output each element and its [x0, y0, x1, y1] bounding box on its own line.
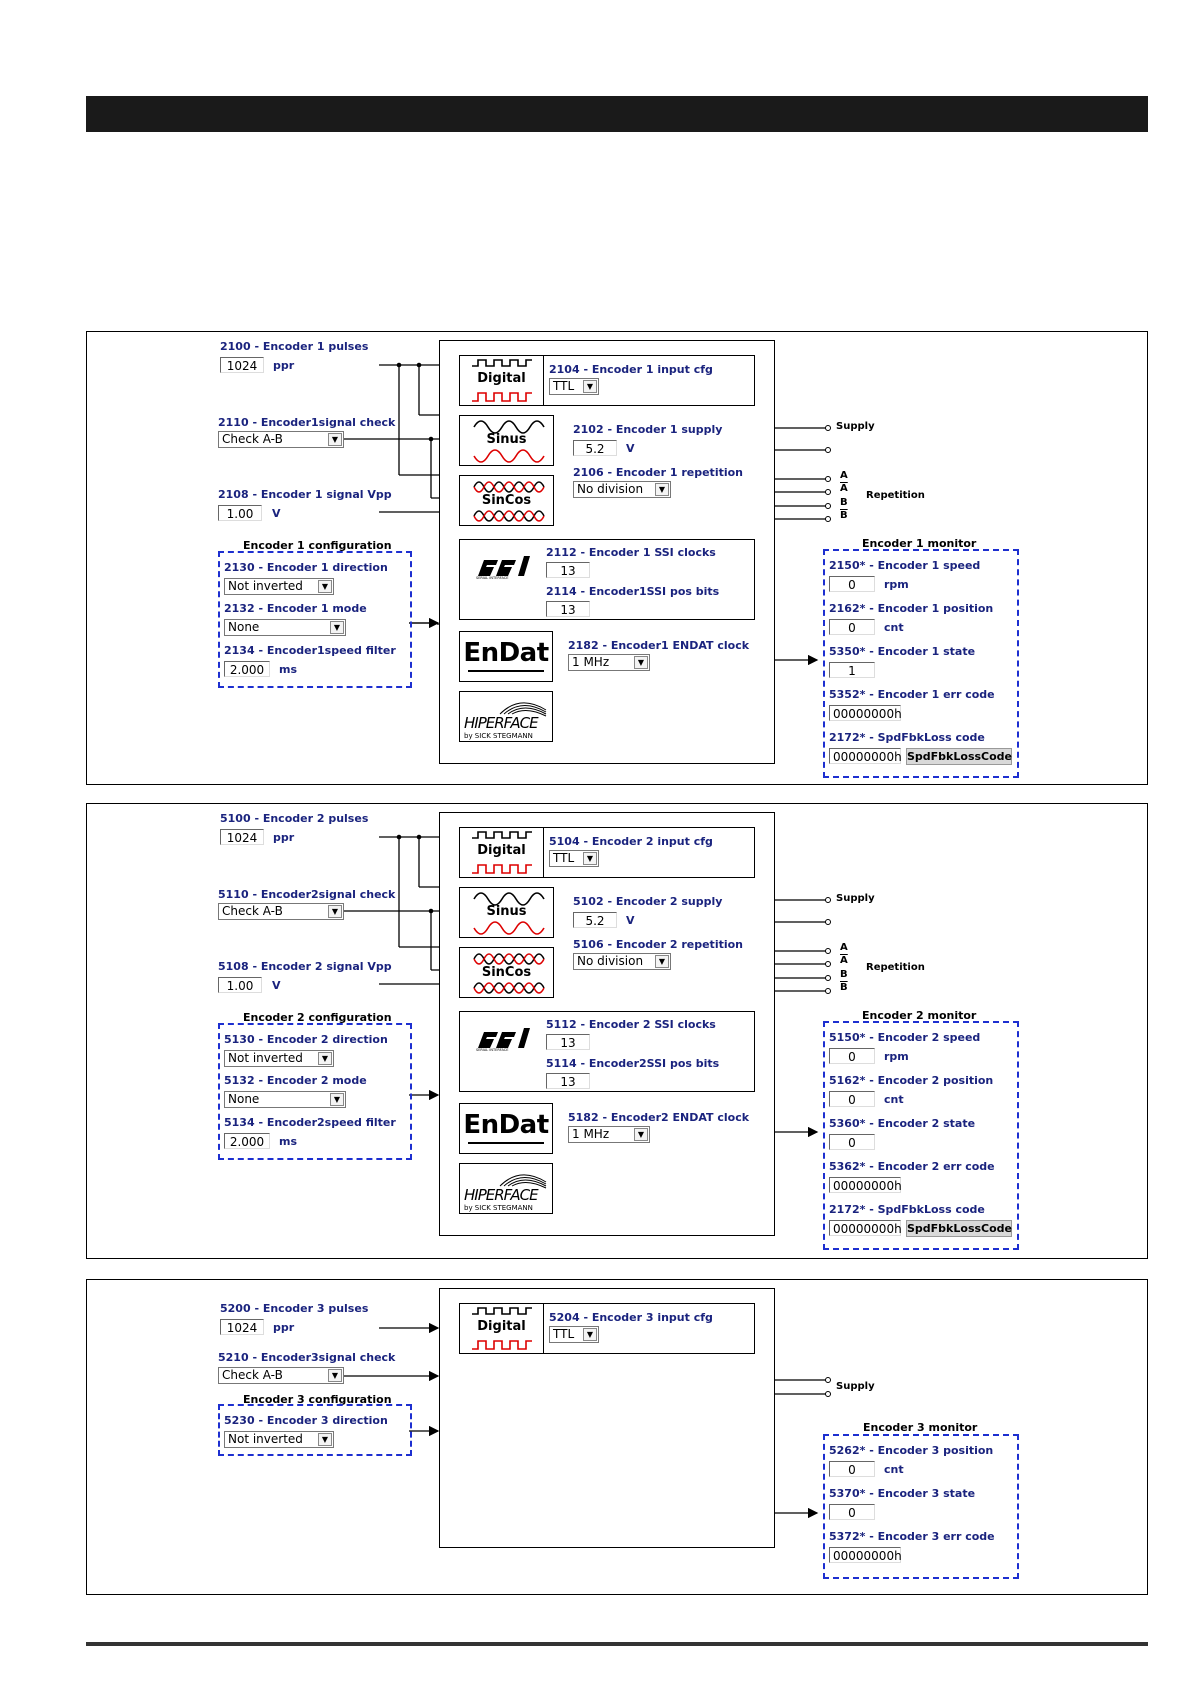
- err-code-value: 00000000h: [829, 1177, 901, 1193]
- endat-clock-value: 1 MHz: [572, 655, 610, 669]
- config-group: [218, 1023, 412, 1160]
- ssi-pos-bits-label: 2114 - Encoder1SSI pos bits: [546, 585, 720, 598]
- monitor-title: Encoder 2 monitor: [862, 1009, 977, 1022]
- signal-vpp-label: 2108 - Encoder 1 signal Vpp: [218, 488, 392, 501]
- pulses-input[interactable]: 1024: [220, 357, 264, 373]
- digital-icon: [459, 1303, 544, 1354]
- monitor-group: [823, 1021, 1019, 1250]
- position-label: 5262* - Encoder 3 position: [829, 1444, 994, 1457]
- ssi-section: [459, 1011, 755, 1092]
- err-code-label: 5352* - Encoder 1 err code: [829, 688, 995, 701]
- speed-filter-label: 2134 - Encoder1speed filter: [224, 644, 396, 657]
- sincos-icon: [459, 475, 554, 526]
- endat-clock-value: 1 MHz: [572, 1127, 610, 1141]
- terminal-b: B: [840, 497, 848, 508]
- ssi-logo-icon: [474, 552, 534, 580]
- endat-underline: [468, 1142, 544, 1144]
- position-unit: cnt: [884, 1463, 904, 1476]
- sinus-icon: [459, 887, 554, 938]
- repetition-value: No division: [577, 482, 644, 496]
- repetition-output: Repetition: [866, 962, 925, 973]
- chevron-down-icon: ▼: [634, 656, 648, 669]
- speed-filter-input[interactable]: 2.000: [224, 661, 270, 677]
- signal-check-label: 5110 - Encoder2signal check: [218, 888, 396, 901]
- pulses-input[interactable]: 1024: [220, 1319, 264, 1335]
- spd-fbk-loss-code-button[interactable]: SpdFbkLossCode: [907, 1222, 1012, 1235]
- endat-icon: [459, 631, 553, 682]
- hiperface-text: HIPERFACE: [464, 714, 538, 732]
- encoder-interface-box: [439, 340, 775, 764]
- speed-value: 0: [829, 576, 875, 592]
- direction-select[interactable]: [224, 1050, 334, 1067]
- header-bar: [86, 96, 1148, 132]
- state-value: 1: [829, 662, 875, 678]
- pulses-unit: ppr: [273, 359, 295, 372]
- state-label: 5370* - Encoder 3 state: [829, 1487, 976, 1500]
- repetition-select[interactable]: [573, 481, 671, 498]
- input-cfg-label: 2104 - Encoder 1 input cfg: [549, 363, 713, 376]
- chevron-down-icon: ▼: [328, 1369, 342, 1382]
- encoder-interface-box: [439, 1288, 775, 1548]
- hiperface-icon: [459, 691, 553, 742]
- hiperface-icon: [459, 1163, 553, 1214]
- chevron-down-icon: ▼: [328, 433, 342, 446]
- signal-check-value: Check A-B: [222, 904, 283, 918]
- signal-check-select[interactable]: [218, 1367, 344, 1384]
- terminal-a: A: [840, 942, 848, 953]
- input-cfg-value: TTL: [553, 851, 575, 865]
- position-value: 0: [829, 619, 875, 635]
- err-code-value: 00000000h: [829, 705, 901, 721]
- position-unit: cnt: [884, 621, 904, 634]
- pulses-unit: ppr: [273, 831, 295, 844]
- signal-check-label: 2110 - Encoder1signal check: [218, 416, 396, 429]
- endat-text: EnDat: [463, 638, 549, 668]
- signal-check-value: Check A-B: [222, 1368, 283, 1382]
- ssi-pos-bits-input[interactable]: 13: [546, 601, 590, 617]
- input-cfg-select[interactable]: [549, 378, 599, 395]
- supply-input[interactable]: 5.2: [573, 912, 617, 928]
- repetition-select[interactable]: [573, 953, 671, 970]
- state-value: 0: [829, 1134, 875, 1150]
- config-title: Encoder 2 configuration: [243, 1011, 392, 1024]
- position-value: 0: [829, 1091, 875, 1107]
- config-title: Encoder 1 configuration: [243, 539, 392, 552]
- sincos-icon: [459, 947, 554, 998]
- encoder-1-panel: [86, 331, 1148, 785]
- endat-icon: [459, 1103, 553, 1154]
- speed-filter-unit: ms: [279, 1135, 298, 1148]
- pulses-label: 5100 - Encoder 2 pulses: [220, 812, 369, 825]
- svg-text:SERIAL INTERFACE: SERIAL INTERFACE: [476, 576, 509, 580]
- ssi-section: [459, 539, 755, 620]
- ssi-clocks-input[interactable]: 13: [546, 562, 590, 578]
- input-cfg-select[interactable]: [549, 1326, 599, 1343]
- speed-filter-unit: ms: [279, 663, 298, 676]
- ssi-clocks-label: 2112 - Encoder 1 SSI clocks: [546, 546, 716, 559]
- sincos-text: SinCos: [481, 965, 532, 980]
- chevron-down-icon: ▼: [583, 852, 597, 865]
- supply-output: Supply: [836, 421, 875, 432]
- footer-rule: [86, 1642, 1148, 1646]
- signal-check-label: 5210 - Encoder3signal check: [218, 1351, 396, 1364]
- repetition-label: 5106 - Encoder 2 repetition: [573, 938, 744, 951]
- digital-text: Digital: [477, 1319, 526, 1334]
- sincos-text: SinCos: [481, 493, 532, 508]
- endat-underline: [468, 670, 544, 672]
- direction-value: Not inverted: [228, 579, 303, 593]
- pulses-label: 5200 - Encoder 3 pulses: [220, 1302, 369, 1315]
- digital-icon: [459, 827, 544, 878]
- digital-text: Digital: [477, 843, 526, 858]
- config-group: [218, 1404, 412, 1456]
- repetition-label: 2106 - Encoder 1 repetition: [573, 466, 744, 479]
- state-value: 0: [829, 1504, 875, 1520]
- loss-code-label: 2172* - SpdFbkLoss code: [829, 1203, 985, 1216]
- chevron-down-icon: ▼: [583, 1328, 597, 1341]
- position-label: 5162* - Encoder 2 position: [829, 1074, 994, 1087]
- repetition-output: Repetition: [866, 490, 925, 501]
- terminal-a: A: [840, 470, 848, 481]
- speed-unit: rpm: [884, 1050, 909, 1063]
- hiperface-sub: by SICK STEGMANN: [464, 1204, 533, 1212]
- ssi-pos-bits-input[interactable]: 13: [546, 1073, 590, 1089]
- ssi-clocks-input[interactable]: 13: [546, 1034, 590, 1050]
- input-cfg-value: TTL: [553, 379, 575, 393]
- signal-vpp-unit: V: [272, 979, 281, 992]
- position-value: 0: [829, 1461, 875, 1477]
- chevron-down-icon: ▼: [634, 1128, 648, 1141]
- encoder-2-panel: [86, 803, 1148, 1259]
- input-cfg-label: 5104 - Encoder 2 input cfg: [549, 835, 713, 848]
- repetition-value: No division: [577, 954, 644, 968]
- mode-select[interactable]: [224, 619, 346, 636]
- loss-code-label: 2172* - SpdFbkLoss code: [829, 731, 985, 744]
- pulses-unit: ppr: [273, 1321, 295, 1334]
- direction-value: Not inverted: [228, 1051, 303, 1065]
- terminal-b-bar: $\overline{B}$: [840, 982, 848, 993]
- ssi-pos-bits-label: 5114 - Encoder2SSI pos bits: [546, 1057, 720, 1070]
- endat-text: EnDat: [463, 1110, 549, 1140]
- config-title: Encoder 3 configuration: [243, 1393, 392, 1406]
- chevron-down-icon: ▼: [318, 1052, 332, 1065]
- sinus-text: Sinus: [486, 432, 527, 447]
- state-label: 5360* - Encoder 2 state: [829, 1117, 976, 1130]
- sinus-icon: [459, 415, 554, 466]
- err-code-label: 5372* - Encoder 3 err code: [829, 1530, 995, 1543]
- monitor-group: [823, 1434, 1019, 1579]
- speed-filter-input[interactable]: 2.000: [224, 1133, 270, 1149]
- chevron-down-icon: ▼: [330, 621, 344, 634]
- hiperface-sub: by SICK STEGMANN: [464, 732, 533, 740]
- signal-vpp-unit: V: [272, 507, 281, 520]
- direction-label: 5230 - Encoder 3 direction: [224, 1414, 388, 1427]
- encoder-3-panel: [86, 1279, 1148, 1595]
- mode-label: 5132 - Encoder 2 mode: [224, 1074, 367, 1087]
- speed-unit: rpm: [884, 578, 909, 591]
- signal-vpp-input[interactable]: 1.00: [218, 977, 262, 993]
- chevron-down-icon: ▼: [330, 1093, 344, 1106]
- ssi-logo-icon: [474, 1024, 534, 1052]
- spd-fbk-loss-code-button[interactable]: SpdFbkLossCode: [907, 750, 1012, 763]
- pulses-input[interactable]: 1024: [220, 829, 264, 845]
- signal-vpp-input[interactable]: 1.00: [218, 505, 262, 521]
- ssi-clocks-label: 5112 - Encoder 2 SSI clocks: [546, 1018, 716, 1031]
- state-label: 5350* - Encoder 1 state: [829, 645, 976, 658]
- position-label: 2162* - Encoder 1 position: [829, 602, 994, 615]
- supply-label: 2102 - Encoder 1 supply: [573, 423, 723, 436]
- direction-label: 2130 - Encoder 1 direction: [224, 561, 388, 574]
- supply-output: Supply: [836, 1381, 875, 1392]
- monitor-title: Encoder 3 monitor: [863, 1421, 978, 1434]
- input-cfg-value: TTL: [553, 1327, 575, 1341]
- chevron-down-icon: ▼: [655, 955, 669, 968]
- endat-clock-label: 2182 - Encoder1 ENDAT clock: [568, 639, 750, 652]
- supply-input[interactable]: 5.2: [573, 440, 617, 456]
- chevron-down-icon: ▼: [328, 905, 342, 918]
- mode-select[interactable]: [224, 1091, 346, 1108]
- monitor-title: Encoder 1 monitor: [862, 537, 977, 550]
- monitor-group: [823, 549, 1019, 778]
- pulses-label: 2100 - Encoder 1 pulses: [220, 340, 369, 353]
- endat-clock-select[interactable]: [568, 1126, 650, 1143]
- supply-label: 5102 - Encoder 2 supply: [573, 895, 723, 908]
- speed-value: 0: [829, 1048, 875, 1064]
- endat-clock-select[interactable]: [568, 654, 650, 671]
- terminal-b-bar: $\overline{B}$: [840, 510, 848, 521]
- direction-select[interactable]: [224, 578, 334, 595]
- digital-text: Digital: [477, 371, 526, 386]
- terminal-a-bar: $\overline{A}$: [840, 483, 848, 494]
- supply-output: Supply: [836, 893, 875, 904]
- speed-label: 5150* - Encoder 2 speed: [829, 1031, 981, 1044]
- direction-value: Not inverted: [228, 1432, 303, 1446]
- direction-select[interactable]: [224, 1431, 334, 1448]
- direction-label: 5130 - Encoder 2 direction: [224, 1033, 388, 1046]
- signal-check-select[interactable]: [218, 903, 344, 920]
- err-code-value: 00000000h: [829, 1547, 901, 1563]
- terminal-a-bar: $\overline{A}$: [840, 955, 848, 966]
- sinus-text: Sinus: [486, 904, 527, 919]
- loss-code-value: 00000000h: [829, 1220, 901, 1236]
- err-code-label: 5362* - Encoder 2 err code: [829, 1160, 995, 1173]
- svg-text:SERIAL INTERFACE: SERIAL INTERFACE: [476, 1048, 509, 1052]
- hiperface-text: HIPERFACE: [464, 1186, 538, 1204]
- input-cfg-label: 5204 - Encoder 3 input cfg: [549, 1311, 713, 1324]
- terminal-b: B: [840, 969, 848, 980]
- input-cfg-select[interactable]: [549, 850, 599, 867]
- chevron-down-icon: ▼: [318, 1433, 332, 1446]
- speed-label: 2150* - Encoder 1 speed: [829, 559, 981, 572]
- mode-value: None: [228, 620, 260, 634]
- signal-vpp-label: 5108 - Encoder 2 signal Vpp: [218, 960, 392, 973]
- supply-unit: V: [626, 914, 635, 927]
- mode-value: None: [228, 1092, 260, 1106]
- endat-clock-label: 5182 - Encoder2 ENDAT clock: [568, 1111, 750, 1124]
- position-unit: cnt: [884, 1093, 904, 1106]
- supply-unit: V: [626, 442, 635, 455]
- mode-label: 2132 - Encoder 1 mode: [224, 602, 367, 615]
- config-group: [218, 551, 412, 688]
- chevron-down-icon: ▼: [655, 483, 669, 496]
- signal-check-select[interactable]: [218, 431, 344, 448]
- encoder-interface-box: [439, 812, 775, 1236]
- chevron-down-icon: ▼: [318, 580, 332, 593]
- loss-code-value: 00000000h: [829, 748, 901, 764]
- signal-check-value: Check A-B: [222, 432, 283, 446]
- digital-icon: [459, 355, 544, 406]
- chevron-down-icon: ▼: [583, 380, 597, 393]
- speed-filter-label: 5134 - Encoder2speed filter: [224, 1116, 396, 1129]
